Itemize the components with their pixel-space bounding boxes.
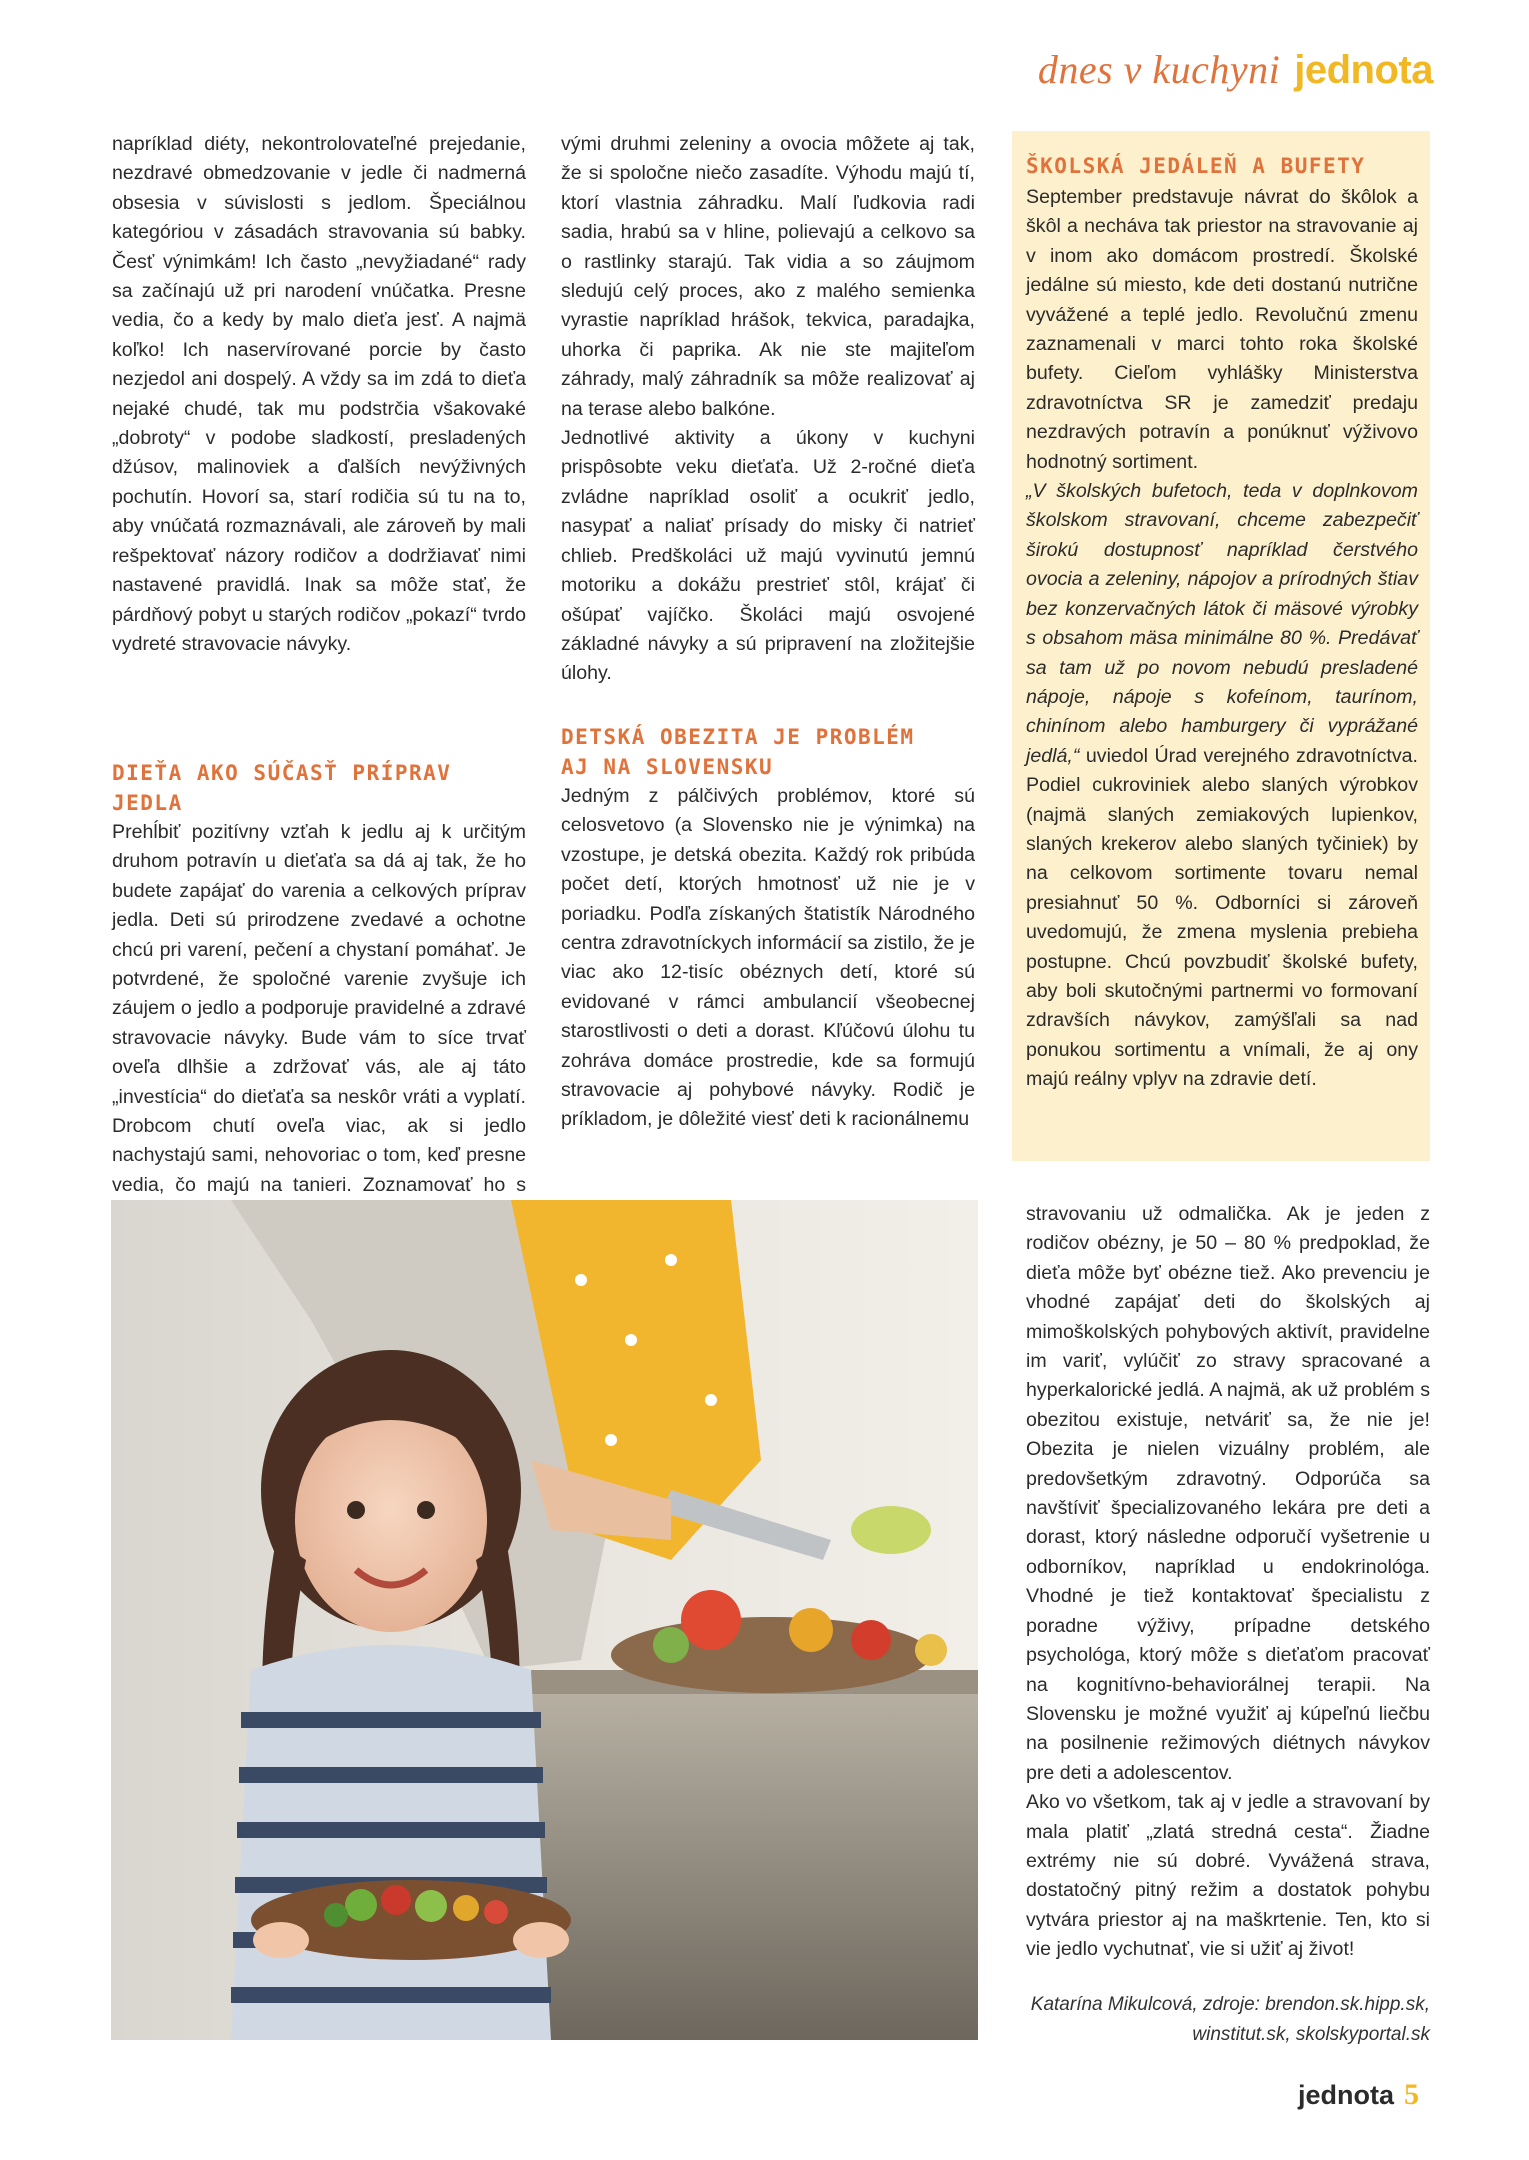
quote: „V školských bufetoch, teda v doplnkovom školskom stravovaní, chceme zabezpečiť širokú dostupnosť napríklad čerstvého ovocia a zeleniny, nápojov a prírodných štiav bez konzervačných látok či mäsové výrobky s obsahom mäsa minimálne 80 %. Predávať sa tam už po novom nebudú presladené nápoje, nápoje s kofeínom, taurínom, chinínom alebo hamburgery či vyprážané jedlá,“: [1026, 480, 1418, 767]
paragraph: stravovaniu už odmalička. Ak je jeden z rodičov obézny, je 50 – 80 % predpoklad, že dieťa môže byť obézne tiež. Ako prevenciu je vhodné zapájať deti do školských aj mimoškolských pohybových aktivít, pravidelne im variť, vylúčiť zo stravy spracované a hyperkalorické jedlá. A najmä, ak už problém s obezitou existuje, netváriť sa, že nie je! Obezita je nielen vizuálny problém, ale predovšetkým zdravotný. Odporúča sa navštíviť špecializovaného lekára pre deti a dorast, ktorý následne odporučí vyšetrenie u odborníkov, napríklad u endokrinológa. Vhodné je tiež kontaktovať špecialistu z poradne výživy, prípadne detského psychológa, ktorý môže s dieťaťom pracovať na kognitívno-behaviorálnej terapii. Na Slovensku je možné využiť aj kúpeľnú liečbu na posilnenie režimových diétnych návykov pre deti a adolescentov.: [1026, 1203, 1430, 1784]
byline-line-1: Katarína Mikulcová, zdroje: brendon.sk.hipp.sk,: [1030, 1994, 1430, 2015]
section-title: dnes v kuchyni: [1037, 47, 1281, 92]
paragraph: Prehĺbiť pozitívny vzťah k jedlu aj k určitým druhom potravín u dieťaťa sa dá aj tak, že ho budete zapájať do varenia a celkových príprav jedla. Deti sú prirodzene zvedavé a ochotne chcú pri varení, pečení a chystaní pomáhať. Je potvrdené, že spoločné varenie zvyšuje ich záujem o jedlo a podporuje pravidelné a zdravé stravovacie návyky. Bude vám to síce trvať oveľa dlhšie a zdržovať vás, ale aj táto „investícia“ do dieťaťa sa neskôr vráti a vyplatí. Drobcom chutí oveľa viac, ak si jedlo nachystajú sami, nehovoriac o tom, keď presne vedia, čo majú na tanieri. Zoznamovať ho s: [112, 821, 526, 1196]
sidebar-box: [1012, 131, 1430, 1161]
paragraph: napríklad diéty, nekontrolovateľné prejedanie, nezdravé obmedzovanie v jedle či nadmerná obsesia v súvislosti s jedlom. Špeciálnou kategóriou v zásadách stravovania sú babky. Česť výnimkám! Ich často „nevyžiadané“ rady sa začínajú už pri narodení vnúčatka. Presne vedia, čo a kedy by malo dieťa jesť. A najmä koľko! Ich naservírované porcie by často nezjedol ani dospelý. A vždy sa im zdá to dieťa nejaké chudé, tak mu podstrčia všakovaké „dobroty“ v podobe sladkostí, presladených džúsov, malinoviek a ďalších nevýživných pochutín. Hovorí sa, starí rodičia sú tu na to, aby vnúčatá rozmaznávali, ale zároveň by mali rešpektovať názory rodičov a dodržiavať nimi nastavené pravidlá. Inak sa môže stať, že párdňový pobyt u starých rodičov „pokazí“ tvrdo vydreté stravovacie návyky.: [112, 133, 526, 655]
brand-logo: jednota: [1294, 48, 1433, 92]
column-3: [1026, 1200, 1430, 1965]
byline: [1000, 1990, 1430, 2050]
column-2-section-2: [561, 722, 975, 1135]
box-paragraph: September predstavuje návrat do škôlok a škôl a necháva tak priestor na stravovanie aj v inom ako domácom prostredí. Školské jedálne sú miesto, kde deti dostanú nutrične vyvážené a teplé jedlo. Revolučnú zmenu zaznamenali v marci tohto roka školské bufety. Cieľom vyhlášky Ministerstva zdravotníctva SR je zamedziť predaju nezdravých potravín a ponúknuť výživovo hodnotný sortiment.: [1026, 186, 1418, 473]
page-number: 5: [1404, 2078, 1419, 2111]
box-heading: ŠKOLSKÁ JEDÁLEŇ A BUFETY: [1026, 154, 1366, 178]
paragraph: Ako vo všetkom, tak aj v jedle a stravovaní by mala platiť „zlatá stredná cesta“. Žiadne extrémy nie sú dobré. Vyvážená strava, dostatočný pitný režim a dostatok pohybu vytvára priestor aj na maškrtenie. Ten, kto si vie jedlo vychutnať, vie si užiť aj život!: [1026, 1791, 1430, 1961]
column-1-section-2: [112, 758, 526, 1230]
column-2: [561, 130, 975, 689]
column-1: [112, 130, 526, 659]
paragraph: Jednotlivé aktivity a úkony v kuchyni prispôsobte veku dieťaťa. Už 2-ročné dieťa zvládne napríklad osoliť a ocukriť jedlo, nasypať a naliať prísady do misky či natrieť chlieb. Predškoláci už majú vyvinutú jemnú motoriku a dokážu prestrieť stôl, krájať či ošúpať vajíčko. Školáci majú osvojené základné návyky a sú pripravení na zložitejšie úlohy.: [561, 427, 975, 685]
paragraph: vými druhmi zeleniny a ovocia môžete aj tak, že si spoločne niečo zasadíte. Výhodu majú tí, ktorí vlastnia záhradku. Malí ľudkovia radi sadia, hrabú sa v hline, polievajú a celkovo sa o rastlinky starajú. Tak vidia a so záujmom sledujú celý proces, ako z malého semienka vyrastie napríklad hrášok, tekvica, paradajka, uhorka či paprika. Ak nie ste majiteľom záhrady, malý záhradník sa môže realizovať aj na terase alebo balkóne.: [561, 133, 975, 420]
page-header: [1038, 46, 1433, 93]
photo-girl-with-salad: [111, 1200, 978, 2040]
page-footer: [1298, 2078, 1419, 2112]
paragraph: Jedným z pálčivých problémov, ktoré sú celosvetovo (a Slovensko nie je výnimka) na vzostupe, je detská obezita. Každý rok pribúda počet detí, ktorých hmotnosť už nie je v poriadku. Podľa získaných štatistík Národného centra zdravotníckych informácií sa zistilo, že je viac ako 12-tisíc obéznych detí, ktoré sú evidované v rámci ambulancií všeobecnej starostlivosti o deti a dorast. Kľúčovú úlohu tu zohráva domáce prostredie, kde sa formujú stravovacie aj pohybové návyky. Rodič je príkladom, je dôležité viesť deti k racionálnemu: [561, 785, 975, 1131]
section-heading: DIEŤA AKO SÚČASŤ PRÍPRAV JEDLA: [112, 761, 452, 815]
byline-line-2: winstitut.sk, skolskyportal.sk: [1192, 2024, 1430, 2045]
box-quote-paragraph: „V školských bufetoch, teda v doplnkovom školskom stravovaní, chceme zabezpečiť širokú dostupnosť napríklad čerstvého ovocia a zeleniny, nápojov a prírodných štiav bez konzervačných látok či mäsové výrobky s obsahom mäsa minimálne 80 %. Predávať sa tam už po novom nebudú presladené nápoje, nápoje s kofeínom, taurínom, chinínom alebo hamburgery či vyprážané jedlá,“ uviedol Úrad verejného zdravotníctva. Podiel cukroviniek alebo slaných výrobkov (najmä slaných zemiakových lupienkov, slaných krekerov alebo slaných tyčiniek) by na celkovom sortimente tovaru nemal presiahnuť 50 %. Odborníci si zároveň uvedomujú, že zmena myslenia prebieha postupne. Chcú povzbudiť školské bufety, aby boli skutočnými partnermi vo formovaní zdravších návykov, zamýšľali sa nad ponukou sortimentu a vnímali, že aj ony majú reálny vplyv na zdravie detí.: [1026, 480, 1418, 1091]
photo-illustration: [111, 1200, 978, 2040]
footer-brand: jednota: [1297, 2080, 1394, 2110]
section-heading: DETSKÁ OBEZITA JE PROBLÉM AJ NA SLOVENSKU: [561, 725, 915, 779]
